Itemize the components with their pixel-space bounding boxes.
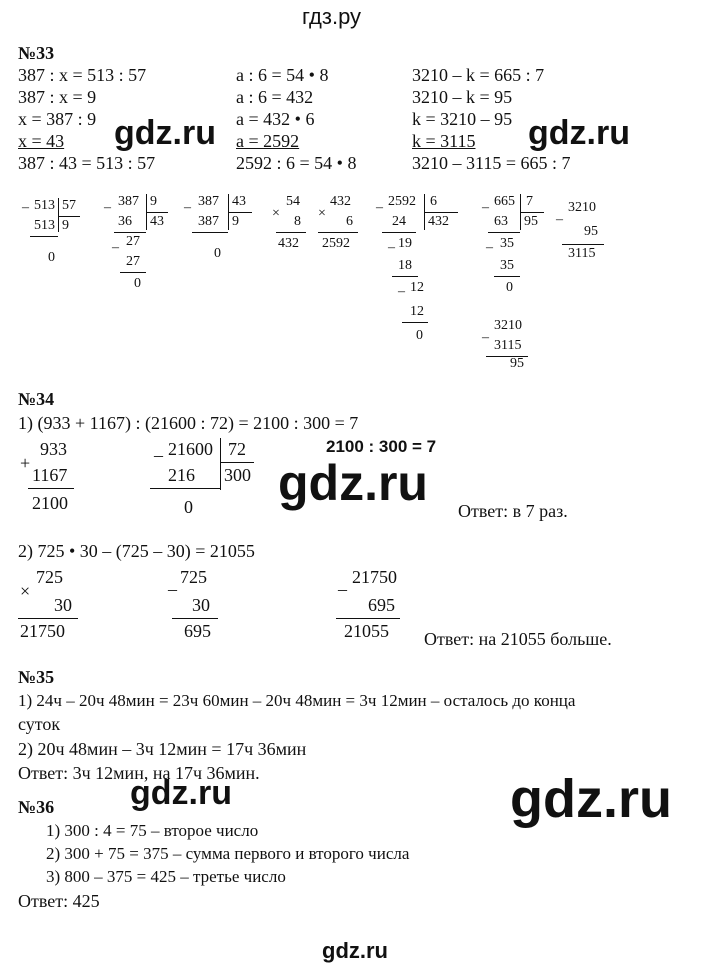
equation-line: 3210 – k = 665 : 7: [412, 65, 545, 85]
watermark: gdz.ru: [114, 114, 216, 152]
quotient: 43: [150, 214, 164, 229]
product: 21750: [20, 621, 65, 641]
equation-line: 3210 – 3115 = 665 : 7: [412, 153, 571, 173]
difference: 21055: [344, 621, 389, 641]
equation-line: 387 : x = 9: [18, 87, 97, 107]
factor: 8: [294, 214, 301, 229]
watermark: gdz.ru: [528, 114, 630, 152]
task-34-answer-2: Ответ: на 21055 больше.: [424, 629, 612, 649]
quotient: 432: [428, 214, 449, 229]
task-36-line-2: 2) 300 + 75 = 375 – сумма первого и второго числа: [46, 844, 410, 863]
task-33-col2: [236, 64, 356, 174]
equation-line: 2592 : 6 = 54 • 8: [236, 153, 357, 173]
subtrahend: 216: [168, 465, 195, 485]
task-34-line-2: 2) 725 • 30 – (725 – 30) = 21055: [18, 541, 255, 561]
task-36-answer: Ответ: 425: [18, 891, 100, 911]
minuend: 3210: [568, 200, 596, 215]
product: 432: [278, 236, 299, 251]
remainder: 0: [416, 328, 423, 343]
divisor: 7: [526, 194, 533, 209]
subtrahend: 63: [494, 214, 508, 229]
factor: 6: [346, 214, 353, 229]
task-35-line-2: 2) 20ч 48мин – 3ч 12мин = 17ч 36мин: [18, 739, 307, 759]
minuend: 3210: [494, 318, 522, 333]
quotient: 95: [524, 214, 538, 229]
subtrahend: 387: [198, 214, 219, 229]
subtrahend: 695: [368, 595, 395, 615]
remainder: 35: [500, 236, 514, 251]
equation-line: k = 3210 – 95: [412, 109, 513, 129]
dividend: 387: [118, 194, 139, 209]
watermark: gdz.ru: [510, 769, 672, 829]
task-36-title: №36: [18, 797, 55, 817]
subtrahend: 95: [584, 224, 598, 239]
dividend: 2592: [388, 194, 416, 209]
watermark: gdz.ru: [130, 774, 232, 812]
difference: 695: [184, 621, 211, 641]
addend: 1167: [32, 465, 68, 485]
task-35-title: №35: [18, 667, 55, 687]
dividend: 21600: [168, 439, 213, 459]
subtrahend: 35: [500, 258, 514, 273]
dividend: 387: [198, 194, 219, 209]
remainder: 0: [214, 246, 221, 261]
equation-line: x = 43: [18, 131, 65, 151]
factor: 725: [36, 567, 63, 587]
addend: 933: [40, 439, 67, 459]
factor: 54: [286, 194, 300, 209]
task-36-line-1: 1) 300 : 4 = 75 – второе число: [46, 821, 259, 840]
difference: 95: [510, 356, 524, 371]
dividend: 665: [494, 194, 515, 209]
task-35-answer: Ответ: 3ч 12мин, на 17ч 36мин.: [18, 763, 260, 783]
task-34-line-1: 1) (933 + 1167) : (21600 : 72) = 2100 : 300 = 7: [18, 413, 359, 433]
divisor: 43: [232, 194, 246, 209]
task-35-line-1: 1) 24ч – 20ч 48мин = 23ч 60мин – 20ч 48мин = 3ч 12мин – осталось до конца: [18, 691, 576, 710]
equation-2100-div-300: 2100 : 300 = 7: [326, 437, 437, 456]
remainder: 27: [126, 234, 140, 249]
subtrahend: 27: [126, 254, 140, 269]
divisor: 6: [430, 194, 437, 209]
subtrahend: 24: [392, 214, 406, 229]
task-35-line-1b: суток: [18, 714, 61, 734]
equation-line: 387 : x = 513 : 57: [18, 65, 147, 85]
equation-line: a = 2592: [236, 131, 300, 151]
minuend: 21750: [352, 567, 397, 587]
equation-line: 3210 – k = 95: [412, 87, 513, 107]
remainder: 12: [410, 280, 424, 295]
equation-line: a : 6 = 54 • 8: [236, 65, 329, 85]
task-33-title: №33: [18, 43, 55, 63]
subtrahend: 12: [410, 304, 424, 319]
factor: 30: [54, 595, 72, 615]
remainder: 0: [506, 280, 513, 295]
remainder: 0: [134, 276, 141, 291]
task-36-line-3: 3) 800 – 375 = 425 – третье число: [46, 867, 286, 886]
equation-line: a : 6 = 432: [236, 87, 314, 107]
subtrahend: 3115: [494, 338, 522, 353]
sum: 2100: [32, 493, 68, 513]
subtrahend: 30: [192, 595, 210, 615]
difference: 3115: [568, 246, 596, 261]
site-header: гдз.ру: [302, 4, 362, 29]
task-34-title: №34: [18, 389, 55, 409]
equation-line: 387 : 43 = 513 : 57: [18, 153, 156, 173]
remainder: 0: [184, 497, 193, 517]
equation-line: k = 3115: [412, 131, 476, 151]
subtrahend: 18: [398, 258, 412, 273]
minuend: 725: [180, 567, 207, 587]
remainder: 19: [398, 236, 412, 251]
factor: 432: [330, 194, 351, 209]
watermark: gdz.ru: [278, 455, 428, 511]
divisor: 57: [62, 198, 76, 213]
subtrahend: 513: [34, 218, 55, 233]
footer-watermark: gdz.ru: [322, 938, 388, 963]
equation-line: x = 387 : 9: [18, 109, 97, 129]
divisor: 72: [228, 439, 246, 459]
product: 2592: [322, 236, 350, 251]
task-34-answer-1: Ответ: в 7 раз.: [458, 501, 568, 521]
quotient: 300: [224, 465, 251, 485]
quotient: 9: [62, 218, 69, 233]
remainder: 0: [48, 250, 55, 265]
subtrahend: 36: [118, 214, 132, 229]
dividend: 513: [34, 198, 55, 213]
divisor: 9: [150, 194, 157, 209]
quotient: 9: [232, 214, 239, 229]
equation-line: a = 432 • 6: [236, 109, 315, 129]
